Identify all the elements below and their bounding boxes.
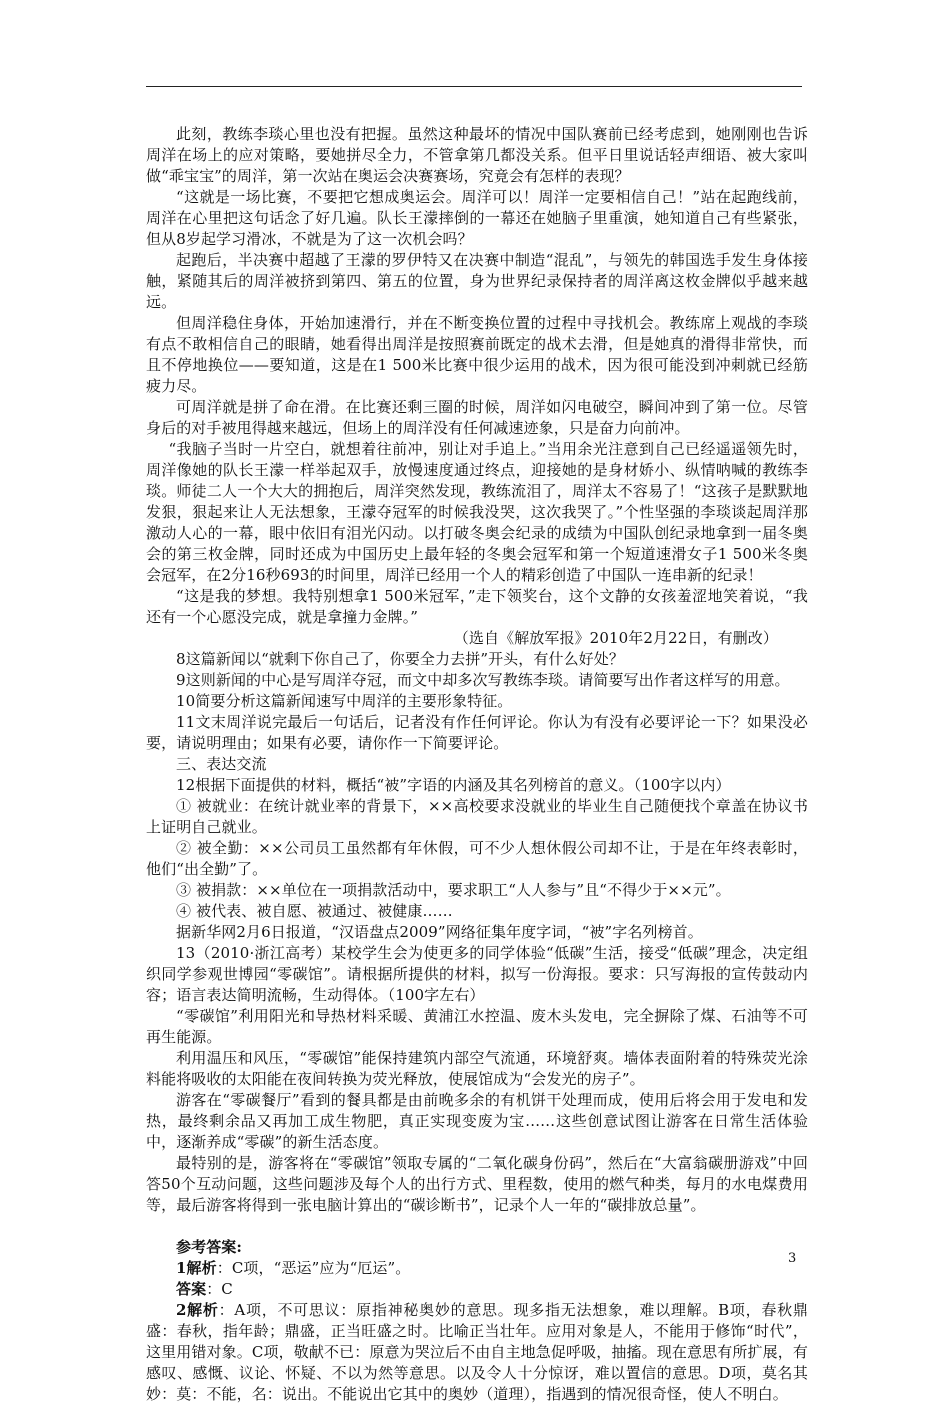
answers-heading: 参考答案: — [176, 1238, 243, 1256]
material-item: ① 被就业：在统计就业率的背景下，××高校要求没就业的毕业生自己随便找个章盖在协议书上证明自己就业。 — [146, 797, 808, 836]
article-source: （选自《解放军报》2010年2月22日，有删改） — [453, 629, 778, 647]
material-item: 据新华网2月6日报道，“汉语盘点2009”网络征集年度字词，“被”字名列榜首。 — [176, 923, 703, 941]
answer-label: 1解析 — [176, 1259, 217, 1277]
section-heading: 三、表达交流 — [176, 755, 267, 773]
header-rule — [146, 86, 802, 87]
material-paragraph: 游客在“零碳餐厅”看到的餐具都是由前晚多余的有机饼干处理而成，使用后将会用于发电和发热，最终剩余品又再加工成生物肥，真正实现变废为宝……这些创意试图让游客在日常生活体验中，逐渐养成“零碳”的新生活态度。 — [146, 1091, 808, 1151]
article-paragraph: 可周洋就是拼了命在滑。在比赛还剩三圈的时候，周洋如闪电破空，瞬间冲到了第一位。尽管身后的对手被甩得越来越远，但场上的周洋没有任何减速迹象，只是奋力向前冲。 — [146, 398, 808, 437]
article-paragraph: 起跑后，半决赛中超越了王濛的罗伊特又在决赛中制造“混乱”，与领先的韩国选手发生身体接触，紧随其后的周洋被挤到第四、第五的位置，身为世界纪录保持者的周洋离这枚金牌似乎越来越远。 — [146, 251, 808, 311]
page-number: 3 — [788, 1251, 797, 1266]
question-13: 13（2010·浙江高考）某校学生会为使更多的同学体验“低碳”生活，接受“低碳”理念，决定组织同学参观世博园“零碳馆”。请根据所提供的材料，拟写一份海报。要求：只写海报的宣传鼓动内容；语言表达简明流畅，生动得体。（100字左右） — [146, 944, 808, 1004]
answer-section — [146, 1237, 808, 1405]
answer-text: ：A项，不可思议：原指神秘奥妙的意思。现多指无法想象，难以理解。B项，春秋鼎盛：春秋，指年龄；鼎盛，正当旺盛之时。比喻正当壮年。应用对象是人，不能用于修饰“时代”，这里用错对象。C项，敬献不已：原意为哭泣后不由自主地急促呼吸，抽搐。现在意思有所扩展，有感叹、感慨、议论、怀疑、不以为然等意思。以及令人十分惊讶，难以置信的意思。D项，莫名其妙：莫：不能，名：说出。不能说出它其中的奥妙（道理），指遇到的情况很奇怪，使人不明白。 — [146, 1301, 808, 1403]
article-paragraph: “这是我的梦想。我特别想拿1 500米冠军，”走下领奖台，这个文静的女孩羞涩地笑着说，“我还有一个心愿没完成，就是拿撞力金牌。” — [146, 587, 808, 626]
question-9: 9这则新闻的中心是写周洋夺冠，而文中却多次写教练李琰。请简要写出作者这样写的用意。 — [176, 671, 790, 689]
answer-label: 答案 — [176, 1280, 207, 1298]
answer-1-key — [146, 1279, 808, 1300]
document-body — [146, 124, 808, 1405]
answer-text: ：C项，“恶运”应为“厄运”。 — [216, 1259, 411, 1277]
answer-1 — [146, 1258, 808, 1279]
article-paragraph: 但周洋稳住身体，开始加速滑行，并在不断变换位置的过程中寻找机会。教练席上观战的李琰有点不敢相信自己的眼睛，她看得出周洋是按照赛前既定的战术去滑，但是她真的滑得非常快，而且不停地换位——要知道，这是在1 500米比赛中很少运用的战术，因为很可能没到冲刺就已经筋疲力尽。 — [146, 314, 808, 395]
article-paragraph: “这就是一场比赛，不要把它想成奥运会。周洋可以！周洋一定要相信自己！”站在起跑线前，周洋在心里把这句话念了好几遍。队长王濛摔倒的一幕还在她脑子里重演，她知道自己有些紧张，但从8岁起学习滑冰，不就是为了这一次机会吗？ — [146, 188, 808, 248]
material-paragraph: 最特别的是，游客将在“零碳馆”领取专属的“二氧化碳身份码”，然后在“大富翁碳册游戏”中回答50个互动问题，这些问题涉及每个人的出行方式、里程数，使用的燃气种类，每月的水电煤费用等，最后游客将得到一张电脑计算出的“碳诊断书”，记录个人一年的“碳排放总量”。 — [146, 1154, 808, 1214]
question-11: 11文末周洋说完最后一句话后，记者没有作任何评论。你认为有没有必要评论一下？如果没必要，请说明理由；如果有必要，请你作一下简要评论。 — [146, 713, 808, 752]
material-item: ④ 被代表、被自愿、被通过、被健康…… — [176, 902, 453, 920]
material-paragraph: “零碳馆”利用阳光和导热材料采暖、黄浦江水控温、废木头发电，完全摒除了煤、石油等不可再生能源。 — [146, 1007, 808, 1046]
question-10: 10简要分析这篇新闻速写中周洋的主要形象特征。 — [176, 692, 513, 710]
question-8: 8这篇新闻以“就剩下你自己了，你要全力去拼”开头，有什么好处？ — [176, 650, 624, 668]
article-paragraph: “我脑子当时一片空白，就想着往前冲，别让对手追上。”当用余光注意到自己已经遥遥领先时，周洋像她的队长王濛一样举起双手，放慢速度通过终点，迎接她的是身材娇小、纵情呐喊的教练李琰。师徒二人一个大大的拥抱后，周洋突然发现，教练流泪了，周洋太不容易了！“这孩子是默默地发狠，狠起来让人无法想象，王濛夺冠军的时候我没哭，这次我哭了。”个性坚强的李琰谈起周洋那激动人心的一幕，眼中依旧有泪光闪动。以打破冬奥会纪录的成绩为中国队创纪录地拿到一届冬奥会的第三枚金牌，同时还成为中国历史上最年轻的冬奥会冠军和第一个短道速滑女子1 500米冬奥会冠军，在2分16秒693的时间里，周洋已经用一个人的精彩创造了中国队一连串新的纪录！ — [146, 440, 808, 584]
answer-label: 2解析 — [176, 1301, 219, 1319]
article-paragraph: 此刻，教练李琰心里也没有把握。虽然这种最坏的情况中国队赛前已经考虑到，她刚刚也告诉周洋在场上的应对策略，要她拼尽全力，不管拿第几都没关系。但平日里说话轻声细语、被大家叫做“乖宝宝”的周洋，第一次站在奥运会决赛赛场，究竟会有怎样的表现？ — [146, 125, 808, 185]
answer-text: ：C — [206, 1280, 233, 1298]
material-item: ② 被全勤：××公司员工虽然都有年休假，可不少人想休假公司却不让，于是在年终表彰时，他们“出全勤”了。 — [146, 839, 808, 878]
answer-2 — [146, 1300, 808, 1405]
material-paragraph: 利用温压和风压，“零碳馆”能保持建筑内部空气流通，环境舒爽。墙体表面附着的特殊荧光涂料能将吸收的太阳能在夜间转换为荧光释放，使展馆成为“会发光的房子”。 — [146, 1049, 808, 1088]
question-12: 12根据下面提供的材料，概括“被”字语的内涵及其名列榜首的意义。（100字以内） — [176, 776, 731, 794]
material-item: ③ 被捐款：××单位在一项捐款活动中，要求职工“人人参与”且“不得少于××元”。 — [176, 881, 731, 899]
